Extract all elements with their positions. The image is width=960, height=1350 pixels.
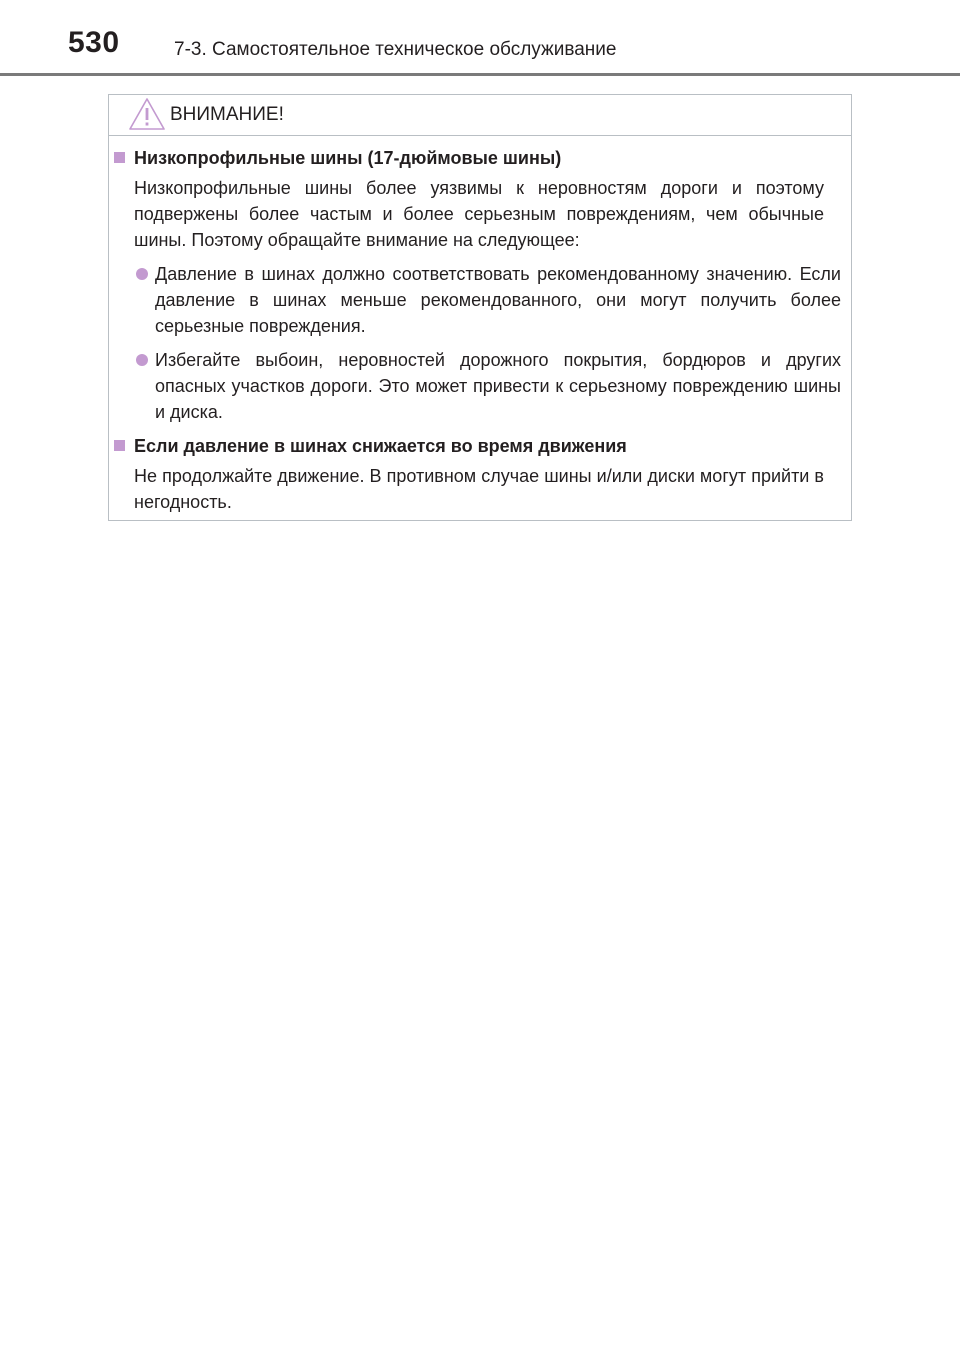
circle-bullet-icon [136,268,148,280]
chapter-title: 7-3. Самостоятельное техническое обслуживание [174,39,617,60]
list-item [109,347,845,425]
header-divider [0,73,960,76]
list-item-text: Избегайте выбоин, неровностей дорожного покрытия, бордюров и других опасных участков дороги. Это может привести к серьезному повреждению шины и диска. [155,350,841,422]
section-paragraph: Не продолжайте движение. В противном случае шины и/или диски могут прийти в негодность. [134,466,824,512]
section-paragraph: Низкопрофильные шины более уязвимы к неровностям дороги и поэтому подвержены более частым и более серьезным повреждениям, чем обычные шины. Поэтому обращайте внимание на следующее: [134,178,824,250]
caution-content [109,145,851,515]
section-title-text: Если давление в шинах снижается во время движения [134,436,627,456]
warning-triangle-icon [128,97,166,131]
list-item-text: Давление в шинах должно соответствовать рекомендованному значению. Если давление в шинах меньше рекомендованного, они могут получить более серьезные повреждения. [155,264,841,336]
caution-box [108,94,852,521]
square-bullet-icon [114,152,125,163]
caution-title: ВНИМАНИЕ! [170,104,284,125]
list-item [109,261,845,339]
circle-bullet-icon [136,354,148,366]
section-title-low-profile [109,145,851,171]
caution-header [109,95,851,136]
page-number: 530 [68,26,120,59]
section-title-pressure-drop [109,433,851,459]
page-header [0,0,960,76]
section-title-text: Низкопрофильные шины (17-дюймовые шины) [134,148,562,168]
square-bullet-icon [114,440,125,451]
